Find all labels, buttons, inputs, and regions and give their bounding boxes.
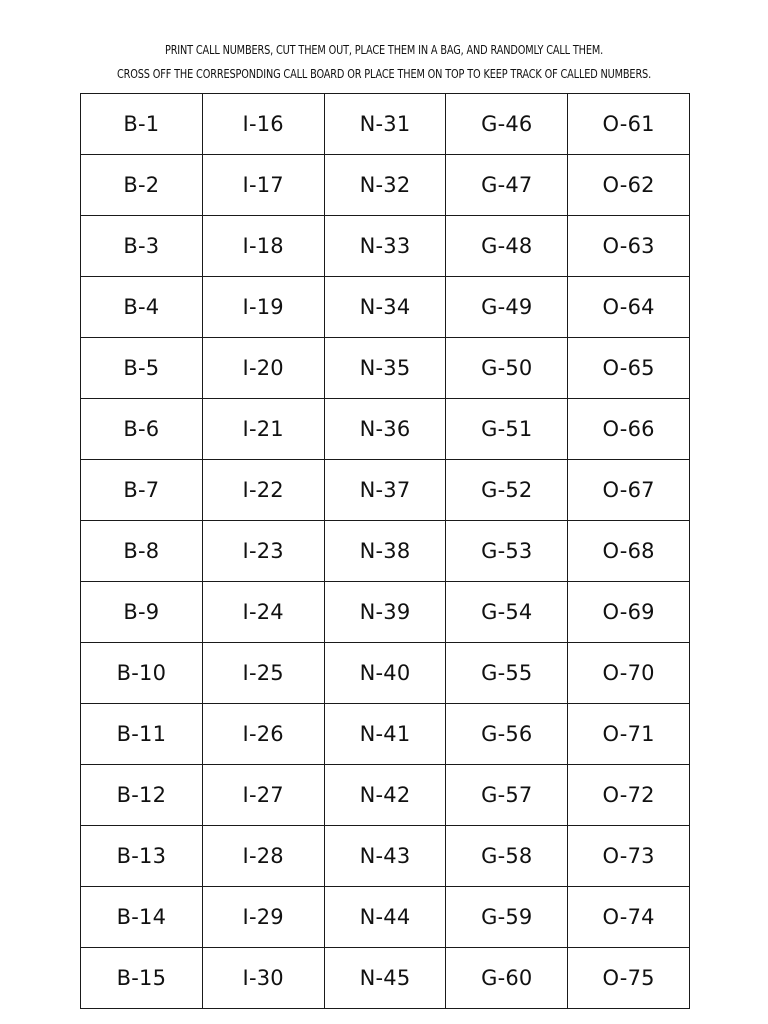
table-row	[81, 582, 690, 643]
call-number-cell: G-55	[446, 643, 568, 704]
call-number-cell: O-65	[568, 338, 690, 399]
call-number-cell: O-66	[568, 399, 690, 460]
call-number-cell: G-53	[446, 521, 568, 582]
call-number-cell: B-15	[81, 948, 203, 1009]
table-row	[81, 277, 690, 338]
call-number-cell: N-36	[324, 399, 446, 460]
call-number-cell: O-62	[568, 155, 690, 216]
call-number-cell: G-49	[446, 277, 568, 338]
call-number-board	[80, 93, 690, 997]
instructions	[0, 38, 768, 86]
call-number-cell: O-68	[568, 521, 690, 582]
call-number-cell: N-44	[324, 887, 446, 948]
call-number-cell: G-60	[446, 948, 568, 1009]
call-number-cell: I-18	[202, 216, 324, 277]
call-number-cell: I-17	[202, 155, 324, 216]
call-number-cell: B-8	[81, 521, 203, 582]
call-number-cell: N-31	[324, 94, 446, 155]
table-row	[81, 155, 690, 216]
table-row	[81, 338, 690, 399]
call-number-cell: B-4	[81, 277, 203, 338]
call-number-cell: B-10	[81, 643, 203, 704]
call-number-cell: N-37	[324, 460, 446, 521]
call-number-cell: I-19	[202, 277, 324, 338]
call-number-cell: N-40	[324, 643, 446, 704]
table-row	[81, 94, 690, 155]
call-number-cell: B-13	[81, 826, 203, 887]
call-number-cell: N-43	[324, 826, 446, 887]
instruction-line-1: PRINT CALL NUMBERS, CUT THEM OUT, PLACE THEM IN A BAG, AND RANDOMLY CALL THEM.	[164, 42, 604, 57]
call-number-cell: N-35	[324, 338, 446, 399]
call-number-cell: I-16	[202, 94, 324, 155]
table-row	[81, 826, 690, 887]
call-number-cell: N-41	[324, 704, 446, 765]
call-number-cell: G-52	[446, 460, 568, 521]
call-number-cell: G-46	[446, 94, 568, 155]
call-number-cell: N-33	[324, 216, 446, 277]
table-row	[81, 460, 690, 521]
call-number-cell: O-64	[568, 277, 690, 338]
call-number-cell: B-12	[81, 765, 203, 826]
call-number-cell: N-42	[324, 765, 446, 826]
table-row	[81, 399, 690, 460]
call-number-cell: G-54	[446, 582, 568, 643]
call-number-cell: N-34	[324, 277, 446, 338]
call-number-cell: O-69	[568, 582, 690, 643]
call-number-cell: I-25	[202, 643, 324, 704]
call-number-cell: G-56	[446, 704, 568, 765]
call-number-cell: B-6	[81, 399, 203, 460]
table-row	[81, 948, 690, 1009]
call-number-cell: O-72	[568, 765, 690, 826]
call-number-cell: O-74	[568, 887, 690, 948]
call-number-cell: O-75	[568, 948, 690, 1009]
call-number-cell: I-29	[202, 887, 324, 948]
call-number-cell: I-21	[202, 399, 324, 460]
table-row	[81, 216, 690, 277]
call-number-cell: G-48	[446, 216, 568, 277]
call-number-cell: B-9	[81, 582, 203, 643]
call-number-cell: B-3	[81, 216, 203, 277]
call-number-table-body	[81, 94, 690, 1009]
call-number-cell: G-59	[446, 887, 568, 948]
call-number-table	[80, 93, 690, 1009]
call-number-cell: O-73	[568, 826, 690, 887]
call-number-cell: I-23	[202, 521, 324, 582]
call-number-cell: O-61	[568, 94, 690, 155]
instruction-line-2: CROSS OFF THE CORRESPONDING CALL BOARD OR PLACE THEM ON TOP TO KEEP TRACK OF CALLED NUMBERS.	[116, 66, 652, 81]
call-number-cell: N-32	[324, 155, 446, 216]
call-number-cell: O-67	[568, 460, 690, 521]
call-number-cell: I-28	[202, 826, 324, 887]
call-number-cell: O-71	[568, 704, 690, 765]
call-number-cell: I-26	[202, 704, 324, 765]
call-number-cell: N-38	[324, 521, 446, 582]
call-number-cell: B-7	[81, 460, 203, 521]
call-number-cell: N-39	[324, 582, 446, 643]
call-number-cell: B-14	[81, 887, 203, 948]
call-number-cell: O-63	[568, 216, 690, 277]
table-row	[81, 765, 690, 826]
table-row	[81, 887, 690, 948]
call-number-cell: G-50	[446, 338, 568, 399]
table-row	[81, 521, 690, 582]
call-number-cell: I-30	[202, 948, 324, 1009]
call-number-cell: I-27	[202, 765, 324, 826]
call-number-cell: B-11	[81, 704, 203, 765]
call-number-cell: I-20	[202, 338, 324, 399]
call-number-cell: G-51	[446, 399, 568, 460]
call-number-cell: B-1	[81, 94, 203, 155]
call-number-cell: O-70	[568, 643, 690, 704]
call-number-cell: I-22	[202, 460, 324, 521]
call-number-cell: G-57	[446, 765, 568, 826]
table-row	[81, 704, 690, 765]
table-row	[81, 643, 690, 704]
call-number-cell: I-24	[202, 582, 324, 643]
call-number-cell: G-58	[446, 826, 568, 887]
call-number-cell: N-45	[324, 948, 446, 1009]
call-number-cell: G-47	[446, 155, 568, 216]
call-number-cell: B-2	[81, 155, 203, 216]
call-number-cell: B-5	[81, 338, 203, 399]
